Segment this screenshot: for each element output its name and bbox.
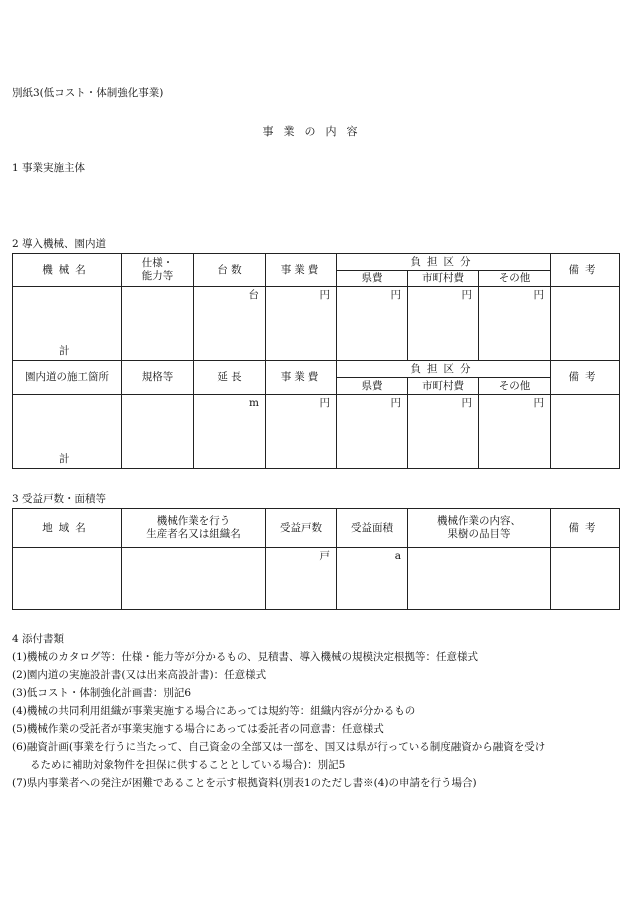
attachment-item: (1)機械のカタログ等：仕様・能力等が分かるもの、見積書、導入機械の規模決定根拠等：任意様式 [12,651,478,663]
header-content: 機械作業の内容、 果樹の品目等 [408,509,551,548]
header-cost: 事業費 [266,361,337,395]
header-count: 台 数 [194,254,266,287]
header-other: その他 [479,271,551,287]
header-city: 市町村費 [408,271,479,287]
cost-unit: 円 [266,287,337,361]
pref-unit: 円 [337,395,408,469]
header-note: 備考 [551,254,620,287]
header-pref: 県費 [337,271,408,287]
document-title: 事業の内容 [262,125,368,138]
attachment-item: (4)機械の共同利用組織が事業実施する場合にあっては規約等：組織内容が分かるもの [12,705,416,717]
attachment-item: (2)園内道の実施設計書(又は出来高設計書)：任意様式 [12,669,267,681]
attachment-item: (5)機械作業の受託者が事業実施する場合にあっては委託者の同意書：任意様式 [12,723,384,735]
spec-cell [122,287,194,361]
city-unit: 円 [408,287,479,361]
header-organization: 機械作業を行う 生産者名又は組織名 [122,509,266,548]
other-unit: 円 [479,395,551,469]
header-note: 備考 [551,361,620,395]
header-other: その他 [479,378,551,395]
header-road-place: 園内道の施工箇所 [13,361,122,395]
header-length: 延 長 [194,361,266,395]
section-2-heading: 2 導入機械、園内道 [12,238,107,250]
document-label: 別紙3(低コスト・体制強化事業) [12,87,164,99]
content-cell [408,548,551,610]
header-city: 市町村費 [408,378,479,395]
benefit-table [12,508,620,610]
header-households: 受益戸数 [266,509,337,548]
attachment-item-continued: るために補助対象物件を担保に供することとしている場合)：別記5 [30,759,346,771]
cost-unit: 円 [266,395,337,469]
organization-cell [122,548,266,610]
header-cost: 事業費 [266,254,337,287]
machines-total-cell: 計 [13,287,122,361]
header-standard: 規格等 [122,361,194,395]
header-pref: 県費 [337,378,408,395]
machines-table [12,253,620,361]
city-unit: 円 [408,395,479,469]
standard-cell [122,395,194,469]
households-unit: 戸 [266,548,337,610]
header-spec: 仕様・ 能力等 [122,254,194,287]
other-unit: 円 [479,287,551,361]
roads-total-cell: 計 [13,395,122,469]
section-1-heading: 1 事業実施主体 [12,162,86,174]
pref-unit: 円 [337,287,408,361]
note-cell [551,395,620,469]
attachment-item: (6)融資計画(事業を行うに当たって、自己資金の全部又は一部を、国又は県が行っている制度融資から融資を受け [12,741,546,753]
header-region: 地域名 [13,509,122,548]
section-3-heading: 3 受益戸数・面積等 [12,493,107,505]
note-cell [551,548,620,610]
section-4-heading: 4 添付書類 [12,633,65,645]
roads-table [12,360,620,469]
attachments-list [12,648,622,792]
attachment-item: (7)県内事業者への発注が困難であることを示す根拠資料(別表1のただし書※(4)の申請を行う場合) [12,777,477,789]
length-unit: m [194,395,266,469]
count-unit: 台 [194,287,266,361]
area-unit: a [337,548,408,610]
attachment-item: (3)低コスト・体制強化計画書：別記6 [12,687,192,699]
header-burden: 負担区分 [337,254,551,271]
header-note: 備考 [551,509,620,548]
header-burden: 負担区分 [337,361,551,378]
note-cell [551,287,620,361]
header-machine-name: 機械名 [13,254,122,287]
region-cell [13,548,122,610]
header-area: 受益面積 [337,509,408,548]
